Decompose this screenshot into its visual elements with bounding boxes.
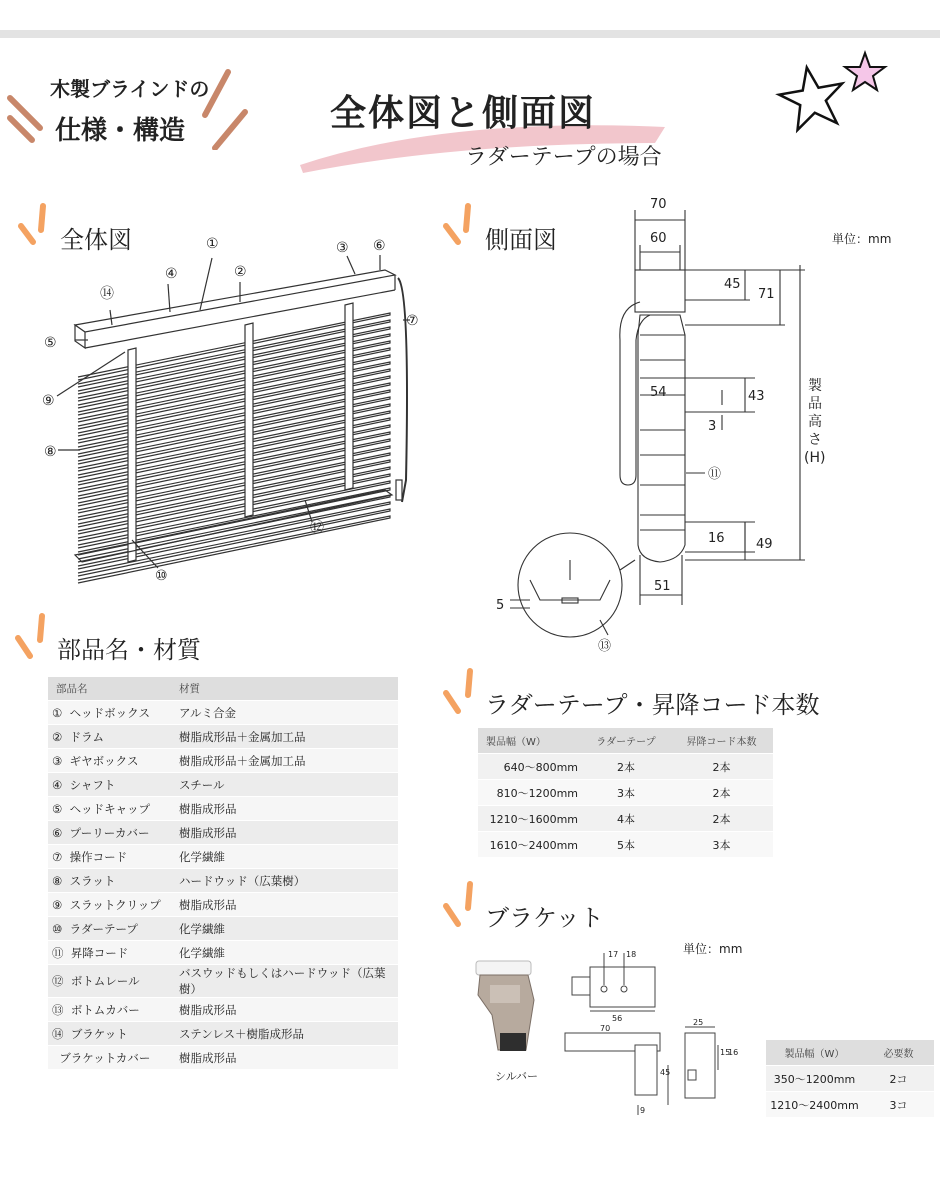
dim-top-outer: 70	[650, 197, 667, 212]
dim-71: 71	[758, 287, 775, 302]
part-name: スラット	[69, 873, 116, 888]
badge-line1: 木製ブラインドの	[50, 77, 210, 101]
ladder-width: 1210〜1600mm	[478, 806, 582, 832]
table-row	[766, 1092, 934, 1118]
svg-text:⑭: ⑭	[100, 286, 114, 302]
table-row	[478, 780, 773, 806]
svg-text:(H): (H)	[804, 450, 826, 466]
slat	[78, 313, 390, 380]
dim-43: 43	[748, 389, 765, 404]
svg-text:15: 15	[720, 1048, 731, 1057]
svg-text:17: 17	[608, 950, 619, 959]
svg-text:⑤: ⑤	[44, 335, 57, 351]
overall-title: 全体図	[60, 226, 132, 254]
bracket-drawing	[560, 945, 760, 1120]
svg-text:25: 25	[693, 1018, 704, 1027]
ladder-cord-count: 2本	[670, 806, 773, 832]
part-material: 樹脂成形品＋金属加工品	[175, 725, 398, 749]
table-row	[48, 917, 398, 941]
part-number: ⑤	[52, 801, 63, 816]
svg-text:③: ③	[336, 240, 349, 256]
svg-text:②: ②	[234, 264, 247, 280]
bracket-qty: 2コ	[863, 1066, 934, 1092]
badge-line2: 仕様・構造	[55, 116, 186, 146]
part-material: バスウッドもしくはハードウッド（広葉樹）	[175, 965, 398, 998]
ladder-cord-count: 3本	[670, 832, 773, 858]
table-row	[48, 1046, 398, 1070]
table-row	[48, 821, 398, 845]
svg-text:④: ④	[165, 266, 178, 282]
svg-text:品: 品	[808, 396, 822, 412]
part-name: ギヤボックス	[69, 753, 139, 768]
part-material: 樹脂成形品	[175, 821, 398, 845]
dim-54: 54	[650, 385, 667, 400]
page-title: 全体図と側面図	[330, 93, 597, 134]
part-material: 樹脂成形品	[175, 797, 398, 821]
bracket-unit: 単位：mm	[683, 942, 743, 956]
dim-45: 45	[724, 277, 741, 292]
overall-diagram	[40, 230, 440, 590]
page-subtitle: ラダーテープの場合	[465, 145, 662, 170]
part-name: シャフト	[69, 777, 116, 792]
part-name: ヘッドボックス	[69, 705, 151, 720]
part-name: スラットクリップ	[69, 897, 161, 912]
svg-text:さ: さ	[808, 432, 822, 448]
ladder-tape-count: 3本	[582, 780, 670, 806]
part-number: ⑥	[52, 825, 63, 840]
table-row	[478, 754, 773, 780]
star-icons	[770, 45, 900, 145]
svg-text:①: ①	[206, 236, 219, 252]
bracket-width: 350〜1200mm	[766, 1066, 863, 1092]
ladder-tape-count: 4本	[582, 806, 670, 832]
ladder-tape-count: 5本	[582, 832, 670, 858]
top-divider	[0, 30, 940, 38]
part-number: ⑧	[52, 873, 63, 888]
part-name: 昇降コード	[70, 945, 129, 960]
table-row	[48, 749, 398, 773]
bracket-qty: 3コ	[863, 1092, 934, 1118]
part-name: プーリーカバー	[69, 825, 150, 840]
svg-text:18: 18	[626, 950, 637, 959]
svg-text:高: 高	[808, 414, 822, 430]
ladder-cord-count: 2本	[670, 780, 773, 806]
svg-text:⑨: ⑨	[42, 393, 55, 409]
bracket-photo-label: シルバー	[495, 1070, 538, 1083]
table-row	[48, 701, 398, 725]
svg-text:⑬: ⑬	[598, 639, 612, 654]
svg-text:70: 70	[600, 1024, 611, 1033]
accent-mark-icon	[12, 610, 52, 665]
table-row	[478, 832, 773, 858]
part-material: ハードウッド（広葉樹）	[175, 869, 398, 893]
svg-text:製: 製	[808, 378, 822, 394]
bracket-header-row: 製品幅（W） 必要数	[766, 1040, 934, 1066]
svg-text:⑧: ⑧	[44, 444, 57, 460]
part-number: ⑫	[52, 974, 64, 988]
part-material: アルミ合金	[175, 701, 398, 725]
accent-mark-icon	[440, 878, 480, 933]
ladder-width: 1610〜2400mm	[478, 832, 582, 858]
slat	[78, 327, 390, 394]
side-unit: 単位：mm	[832, 232, 892, 246]
parts-header-row: 部品名 材質	[48, 677, 398, 701]
part-number: ⑦	[52, 849, 63, 864]
bracket-width: 1210〜2400mm	[766, 1092, 863, 1118]
table-row	[48, 941, 398, 965]
parts-table	[48, 677, 398, 1070]
part-material: 化学繊維	[175, 917, 398, 941]
ladder-width: 810〜1200mm	[478, 780, 582, 806]
svg-text:⑦: ⑦	[406, 313, 419, 329]
part-number: ⑬	[52, 1002, 64, 1017]
table-row	[48, 845, 398, 869]
part-name: ドラム	[69, 729, 105, 744]
table-row	[48, 965, 398, 998]
part-number: ⑨	[52, 897, 63, 912]
part-number: ①	[52, 705, 63, 720]
side-diagram	[490, 190, 840, 660]
ladder-tape-count: 2本	[582, 754, 670, 780]
ladder-cord-count: 2本	[670, 754, 773, 780]
part-number: ④	[52, 777, 63, 792]
part-name: ラダーテープ	[69, 921, 138, 936]
part-material: 樹脂成形品＋金属加工品	[175, 749, 398, 773]
side-title: 側面図	[485, 226, 557, 254]
accent-mark-icon	[440, 665, 480, 720]
svg-text:9: 9	[640, 1106, 646, 1115]
table-row	[48, 893, 398, 917]
dim-16: 16	[708, 531, 725, 546]
table-row	[48, 773, 398, 797]
part-number: ②	[52, 729, 63, 744]
ladder-header-row: 製品幅（W） ラダーテープ 昇降コード本数	[478, 728, 773, 754]
bracket-title: ブラケット	[485, 904, 604, 932]
part-material: スチール	[175, 773, 398, 797]
table-row	[48, 869, 398, 893]
dim-51: 51	[654, 579, 671, 594]
svg-text:16: 16	[728, 1048, 739, 1057]
table-row	[48, 725, 398, 749]
part-material: 樹脂成形品	[175, 1046, 398, 1070]
slat	[78, 320, 390, 387]
table-row	[48, 797, 398, 821]
accent-mark-icon	[440, 200, 480, 250]
svg-text:45: 45	[660, 1068, 671, 1077]
part-material: 樹脂成形品	[175, 893, 398, 917]
part-name: ボトムレール	[70, 974, 140, 988]
table-row	[478, 806, 773, 832]
svg-text:56: 56	[612, 1014, 623, 1023]
parts-title: 部品名・材質	[57, 636, 201, 664]
svg-text:⑥: ⑥	[373, 238, 386, 254]
bracket-photo	[468, 955, 548, 1065]
part-name: 操作コード	[69, 849, 128, 864]
part-number: ⑩	[52, 921, 63, 936]
part-name: ブラケットカバー	[59, 1050, 151, 1065]
ladder-title: ラダーテープ・昇降コード本数	[485, 691, 820, 719]
part-number: ⑪	[52, 945, 64, 960]
part-material: 化学繊維	[175, 941, 398, 965]
dim-49: 49	[756, 537, 773, 552]
ladder-table	[478, 728, 773, 858]
part-number: ③	[52, 753, 63, 768]
part-material: ステンレス＋樹脂成形品	[175, 1022, 398, 1046]
bracket-table	[766, 1040, 934, 1118]
ladder-width: 640〜800mm	[478, 754, 582, 780]
part-number: ⑭	[52, 1026, 64, 1041]
part-name: ブラケット	[70, 1026, 128, 1041]
svg-text:⑪: ⑪	[708, 467, 722, 482]
dim-3: 3	[708, 419, 717, 434]
part-name: ボトムカバー	[70, 1002, 140, 1017]
part-material: 樹脂成形品	[175, 998, 398, 1022]
table-row	[48, 998, 398, 1022]
table-row	[766, 1066, 934, 1092]
dim-top-inner: 60	[650, 231, 667, 246]
svg-text:⑩: ⑩	[155, 568, 168, 584]
svg-text:⑫: ⑫	[310, 520, 324, 536]
table-row	[48, 1022, 398, 1046]
part-material: 化学繊維	[175, 845, 398, 869]
dim-5: 5	[496, 598, 505, 613]
part-name: ヘッドキャップ	[69, 801, 151, 816]
